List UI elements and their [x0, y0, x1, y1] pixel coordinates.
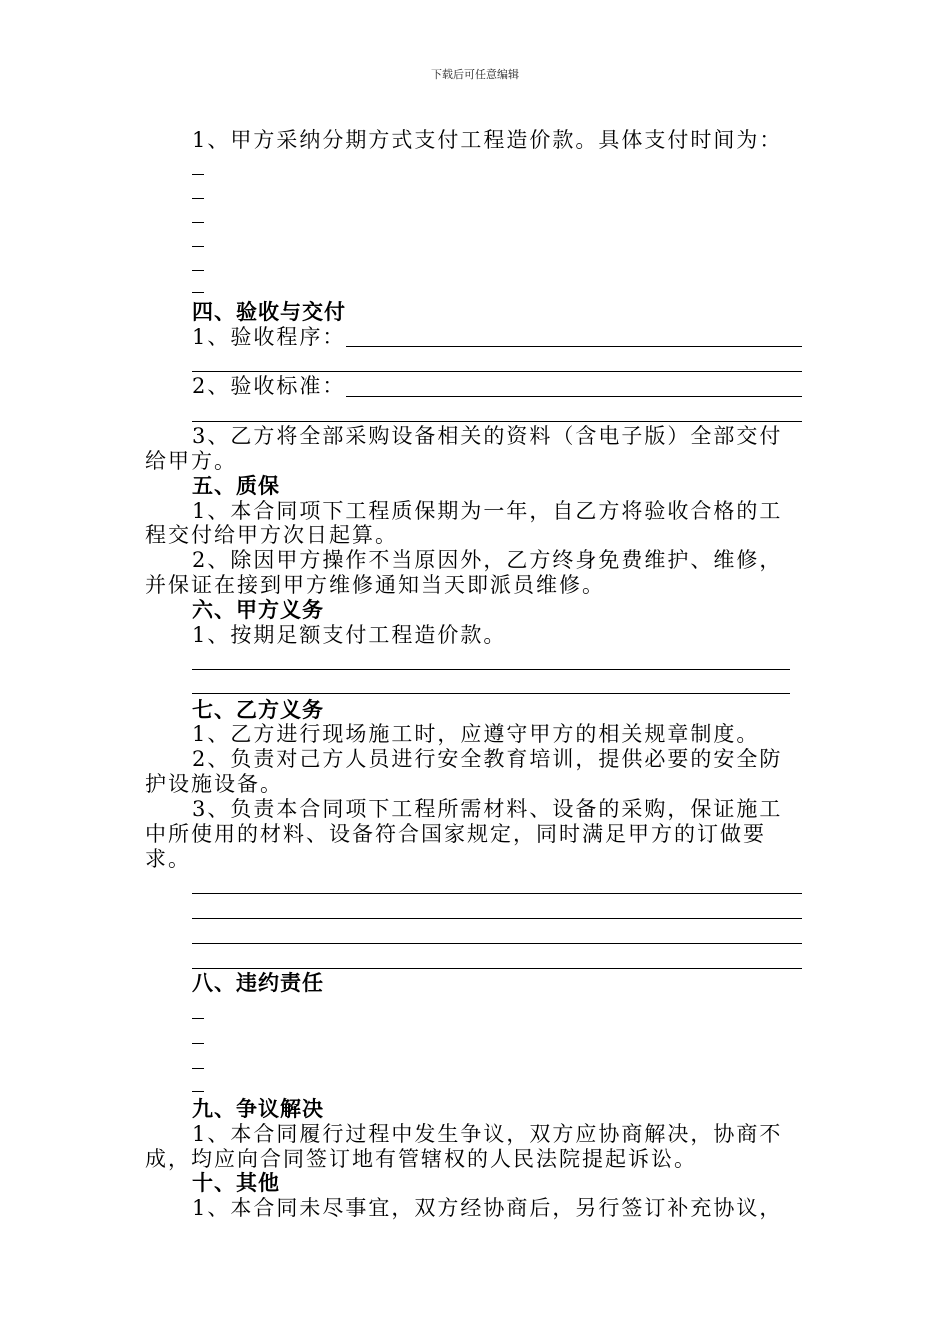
- payment-schedule-text: 1、甲方采纳分期方式支付工程造价款。具体支付时间为：: [192, 128, 783, 152]
- section-4-title: 四、验收与交付: [192, 299, 346, 324]
- fill-in-line: [192, 968, 802, 969]
- blank-dash: [192, 198, 204, 199]
- section-10-title: 十、其他: [192, 1170, 280, 1195]
- acceptance-procedure-label: 1、验收程序：: [192, 325, 346, 349]
- dispute-item-1-cont: 成，均应向合同签订地有管辖权的人民法院提起诉讼。: [145, 1147, 697, 1171]
- section-8-title: 八、违约责任: [192, 970, 324, 995]
- party-b-obligation-1: 1、乙方进行现场施工时，应遵守甲方的相关规章制度。: [192, 722, 760, 746]
- page-header: 下载后可任意编辑: [431, 68, 519, 81]
- acceptance-item-3-cont: 给甲方。: [145, 449, 237, 473]
- blank-dash: [192, 222, 204, 223]
- blank-dash: [192, 1068, 204, 1069]
- blank-dash: [192, 1091, 204, 1092]
- party-b-obligation-3: 3、负责本合同项下工程所需材料、设备的采购，保证施工: [192, 797, 783, 821]
- acceptance-item-3: 3、乙方将全部采购设备相关的资料（含电子版）全部交付: [192, 424, 783, 448]
- party-b-obligation-3-end: 求。: [145, 847, 191, 871]
- fill-in-line: [192, 893, 802, 894]
- blank-dash: [192, 246, 204, 247]
- blank-dash: [192, 1018, 204, 1019]
- dispute-item-1: 1、本合同履行过程中发生争议，双方应协商解决，协商不: [192, 1122, 783, 1146]
- warranty-item-1-cont: 程交付给甲方次日起算。: [145, 523, 398, 547]
- fill-in-line: [192, 421, 802, 422]
- party-b-obligation-3-cont: 中所使用的材料、设备符合国家规定，同时满足甲方的订做要: [145, 822, 766, 846]
- warranty-item-1: 1、本合同项下工程质保期为一年，自乙方将验收合格的工: [192, 499, 783, 523]
- fill-in-line: [192, 669, 790, 670]
- blank-dash: [192, 174, 204, 175]
- fill-in-line: [192, 371, 802, 372]
- section-9-title: 九、争议解决: [192, 1096, 324, 1121]
- blank-dash: [192, 292, 204, 293]
- acceptance-standard-label: 2、验收标准：: [192, 374, 346, 398]
- fill-in-line: [192, 918, 802, 919]
- warranty-item-2-cont: 并保证在接到甲方维修通知当天即派员维修。: [145, 573, 605, 597]
- section-7-title: 七、乙方义务: [192, 697, 324, 722]
- fill-in-line: [192, 693, 790, 694]
- party-b-obligation-2-cont: 护设施设备。: [145, 772, 283, 796]
- blank-dash: [192, 270, 204, 271]
- fill-in-line: [346, 346, 802, 347]
- section-5-title: 五、质保: [192, 473, 280, 498]
- blank-dash: [192, 1043, 204, 1044]
- party-a-obligation-1: 1、按期足额支付工程造价款。: [192, 623, 507, 647]
- party-b-obligation-2: 2、负责对己方人员进行安全教育培训，提供必要的安全防: [192, 747, 783, 771]
- section-6-title: 六、甲方义务: [192, 597, 324, 622]
- fill-in-line: [192, 943, 802, 944]
- other-item-1: 1、本合同未尽事宜，双方经协商后，另行签订补充协议，: [192, 1196, 783, 1220]
- warranty-item-2: 2、除因甲方操作不当原因外，乙方终身免费维护、维修，: [192, 548, 783, 572]
- fill-in-line: [346, 396, 802, 397]
